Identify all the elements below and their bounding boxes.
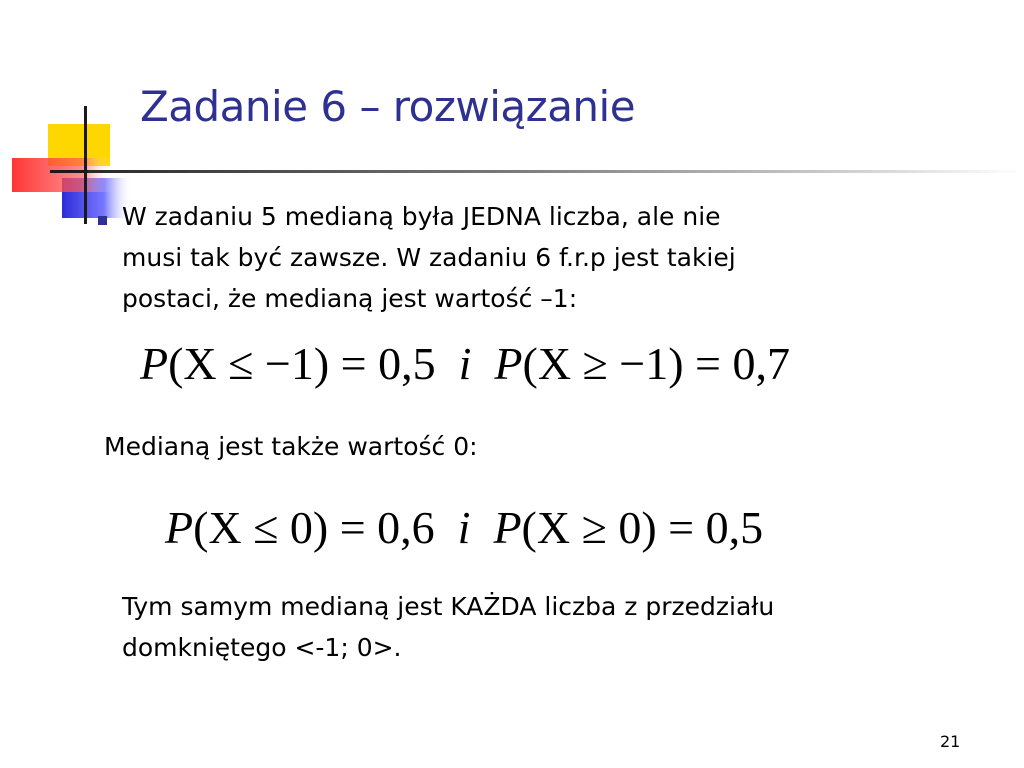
paragraph-line: W zadaniu 5 medianą była JEDNA liczba, ale nie bbox=[122, 202, 721, 231]
corner-logo-icon bbox=[0, 100, 140, 230]
formula-symbol-p: P bbox=[140, 338, 169, 389]
formula-right: (X ≥ −1) = 0,7 bbox=[522, 338, 790, 389]
formula-symbol-p: P bbox=[494, 338, 523, 389]
paragraph-line: musi tak być zawsze. W zadaniu 6 f.r.p jest takiej bbox=[122, 243, 736, 272]
formula-left: (X ≤ 0) = 0,6 bbox=[193, 502, 435, 553]
formula-connector: i bbox=[458, 338, 472, 389]
slide-title: Zadanie 6 – rozwiązanie bbox=[140, 82, 636, 131]
square-bullet-icon bbox=[98, 216, 107, 225]
paragraph-conclusion bbox=[122, 586, 774, 668]
formula-symbol-p: P bbox=[493, 502, 522, 553]
formula-median-minus-one bbox=[140, 336, 790, 392]
formula-right: (X ≥ 0) = 0,5 bbox=[521, 502, 764, 553]
formula-symbol-p: P bbox=[165, 502, 194, 553]
formula-left: (X ≤ −1) = 0,5 bbox=[168, 338, 436, 389]
paragraph-line: postaci, że medianą jest wartość –1: bbox=[122, 284, 578, 313]
paragraph-intro bbox=[122, 196, 736, 319]
paragraph-median-zero: Medianą jest także wartość 0: bbox=[104, 432, 478, 461]
formula-connector: i bbox=[457, 502, 471, 553]
page-number: 21 bbox=[940, 732, 961, 751]
paragraph-line: Tym samym medianą jest KAŻDA liczba z przedziału bbox=[122, 592, 775, 621]
title-underline bbox=[88, 170, 1024, 173]
formula-median-zero bbox=[165, 500, 763, 556]
paragraph-line: domkniętego <-1; 0>. bbox=[122, 633, 402, 662]
